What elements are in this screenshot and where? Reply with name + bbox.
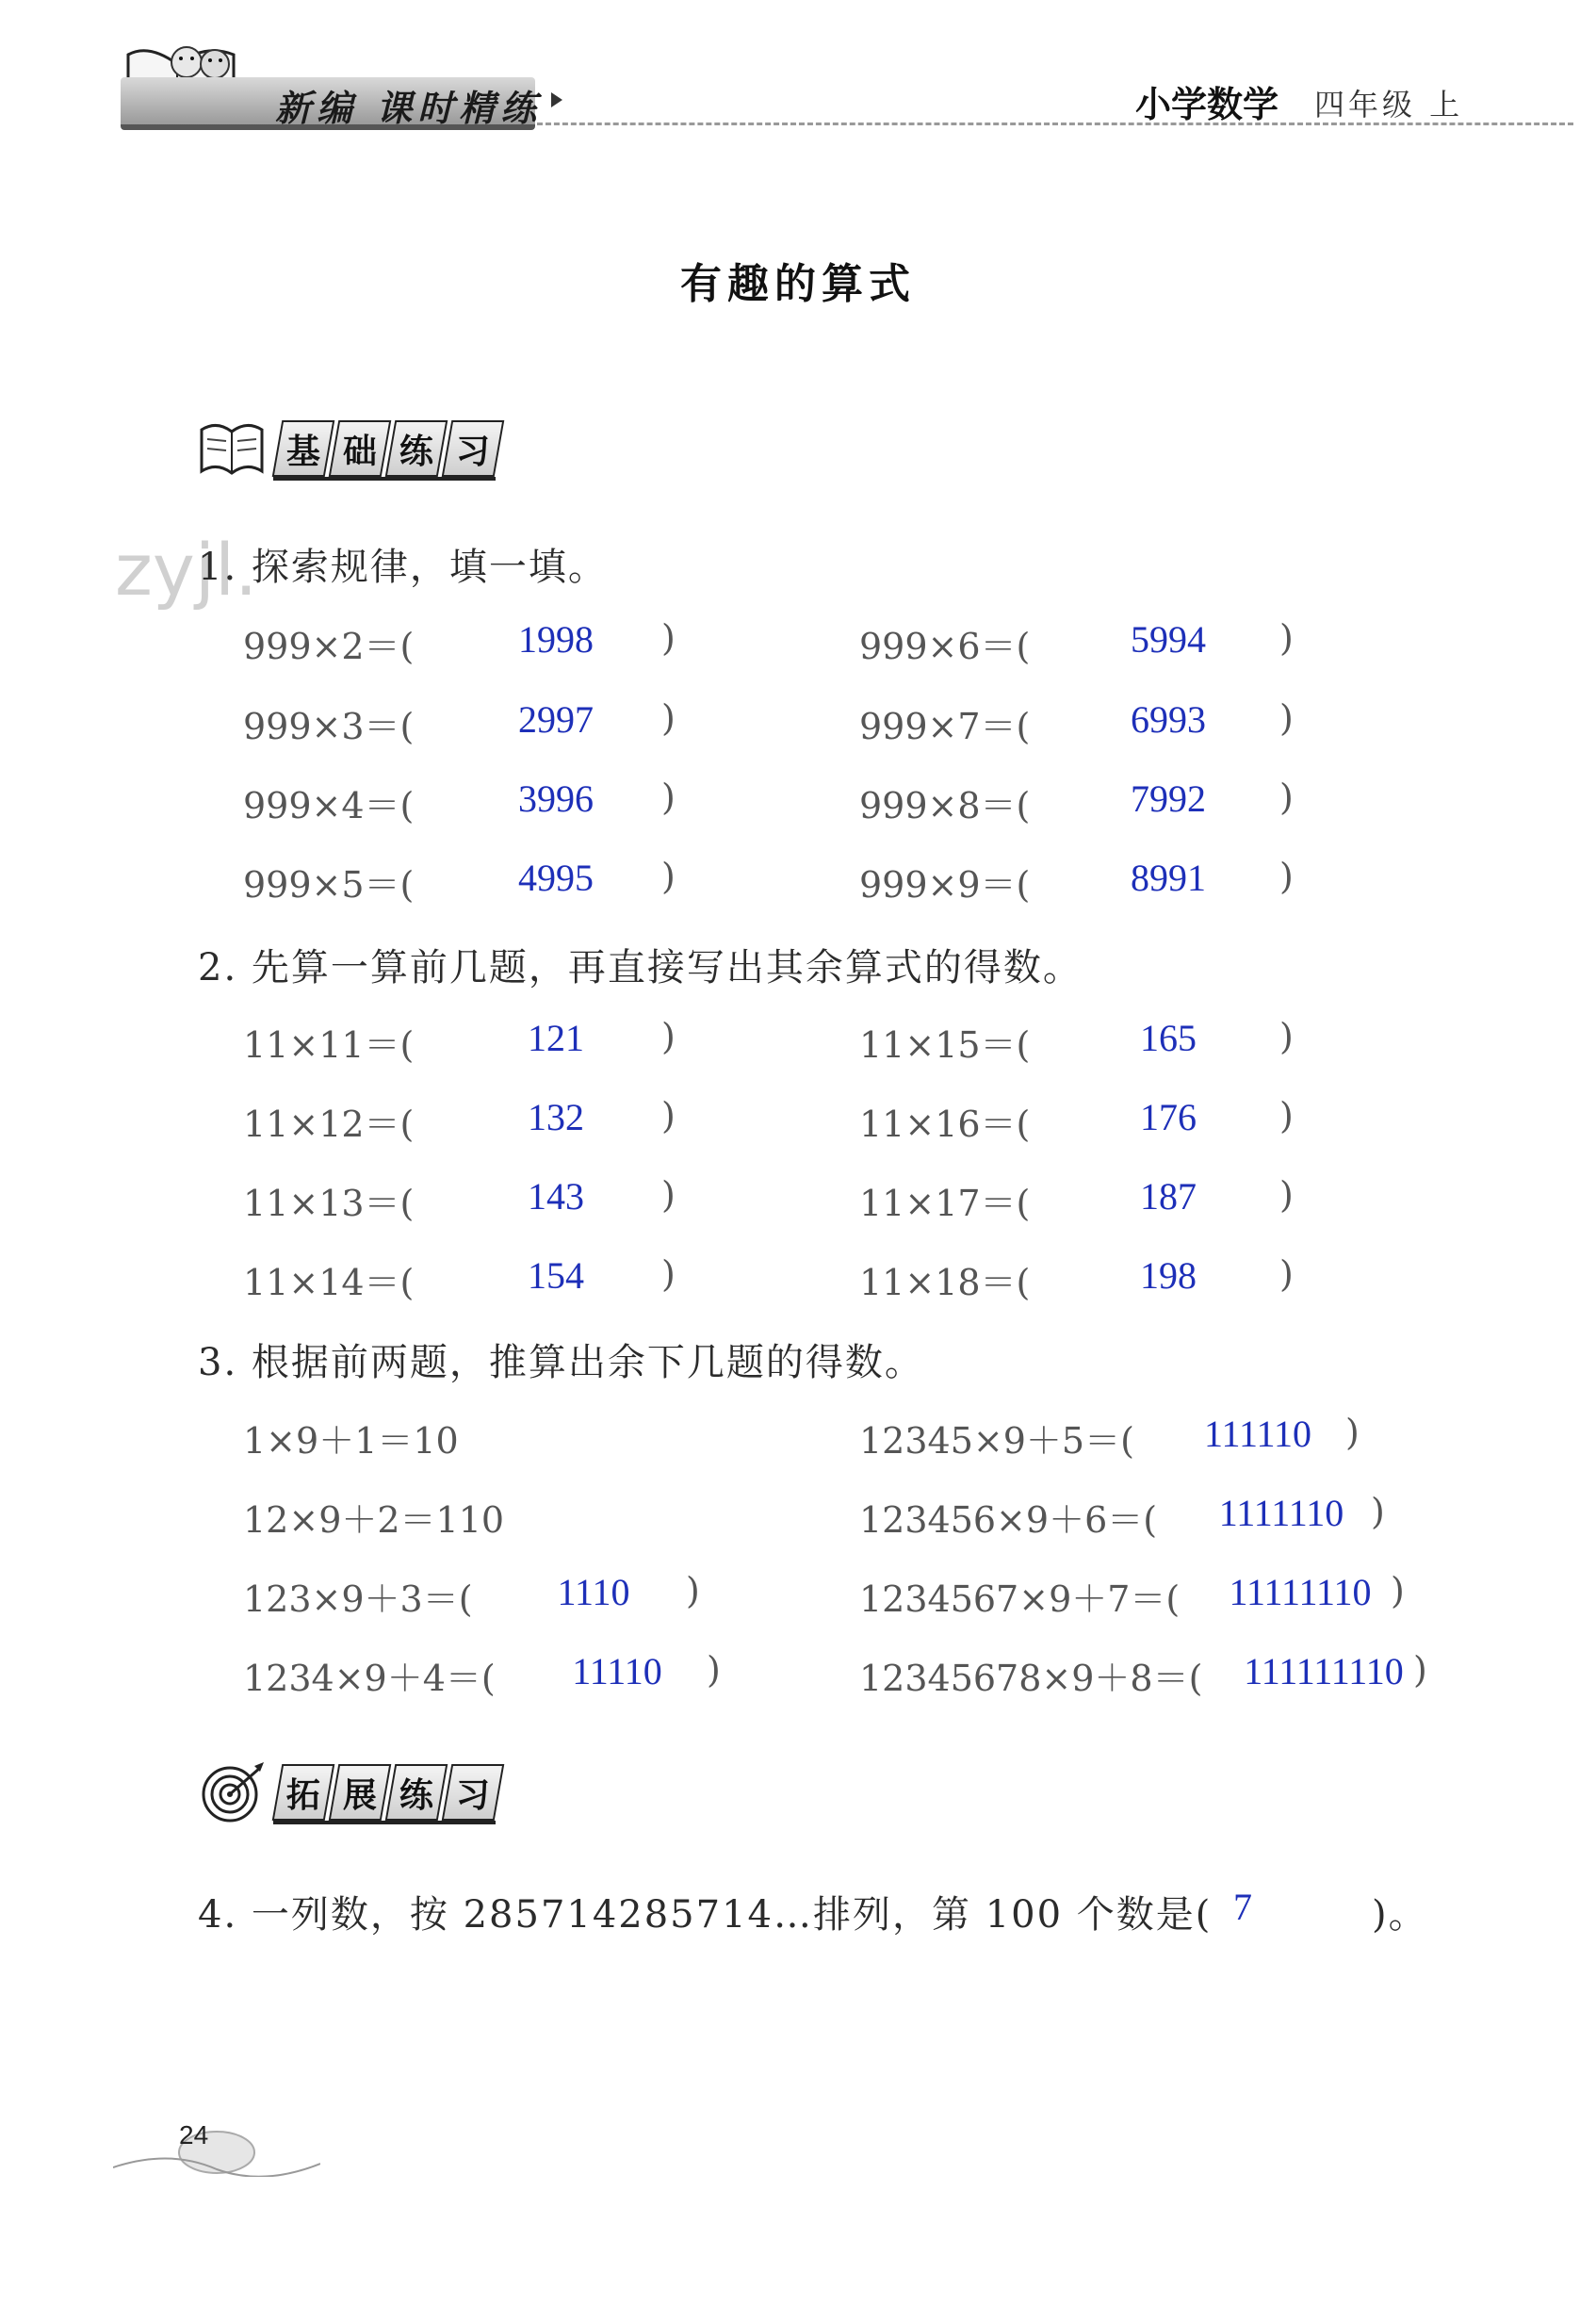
expression: 11×13＝(	[243, 1183, 415, 1224]
question-4-row	[198, 1885, 1517, 1941]
series-name: 新编 课时精练	[275, 87, 543, 129]
close-paren: )	[1371, 1491, 1385, 1532]
close-paren: )	[1279, 856, 1294, 897]
answer: 11111110	[1229, 1571, 1372, 1613]
close-paren: )	[707, 1649, 721, 1691]
q3-right-row	[0, 1570, 1596, 1620]
expression: 12345×9＋5＝(	[859, 1420, 1134, 1462]
q1-row	[0, 777, 1596, 824]
expression: 999×8＝(	[859, 785, 1031, 826]
answer: 11110	[572, 1650, 662, 1692]
expression: 11×14＝(	[243, 1262, 415, 1303]
answer: 176	[1140, 1096, 1197, 1138]
given-expression: 12×9＋2＝110	[243, 1499, 505, 1541]
expression: 999×6＝(	[859, 626, 1031, 667]
answer: 1110	[557, 1571, 630, 1613]
answer: 111110	[1203, 1413, 1312, 1455]
expression: 123456×9＋6＝(	[859, 1499, 1158, 1541]
close-paren: )	[661, 1174, 676, 1216]
answer: 4995	[518, 857, 594, 899]
answer: 143	[528, 1175, 584, 1218]
close-paren: )	[1279, 1016, 1294, 1057]
section-char: 础	[329, 420, 392, 477]
answer: 132	[528, 1096, 584, 1138]
subject-label: 小学数学	[1135, 84, 1279, 125]
section-label	[277, 420, 503, 477]
triangle-arrow-icon	[551, 92, 562, 107]
expression: 999×9＝(	[859, 864, 1031, 906]
expression: 11×15＝(	[859, 1024, 1031, 1066]
section-char: 展	[329, 1764, 392, 1821]
page-number: 24	[179, 2120, 209, 2150]
question-3-prompt: 3. 根据前两题，推算出余下几题的得数。	[198, 1341, 924, 1384]
answer: 154	[528, 1254, 584, 1297]
close-paren: )	[1279, 777, 1294, 818]
answer: 3996	[518, 777, 594, 820]
section-char: 基	[272, 420, 335, 477]
expression: 123×9＋3＝(	[243, 1578, 473, 1620]
q1-row	[0, 617, 1596, 667]
answer: 165	[1140, 1017, 1197, 1059]
given-expression: 1×9＋1＝10	[243, 1420, 459, 1462]
page-number-decoration	[113, 2111, 320, 2177]
answer: 6993	[1131, 698, 1206, 741]
target-dart-icon	[198, 1760, 266, 1823]
section-char: 练	[385, 420, 448, 477]
q1-row	[0, 856, 1596, 906]
section-char: 拓	[272, 1764, 335, 1821]
answer: 5994	[1131, 618, 1206, 661]
answer: 1111110	[1218, 1492, 1344, 1534]
answer: 7992	[1131, 777, 1206, 820]
answer: 187	[1140, 1175, 1197, 1218]
question-2-prompt: 2. 先算一算前几题，再直接写出其余算式的得数。	[198, 946, 1083, 989]
close-paren: )	[661, 1016, 676, 1057]
expression: 11×12＝(	[243, 1103, 415, 1145]
open-book-icon	[198, 417, 266, 479]
close-paren: )	[1279, 697, 1294, 739]
answer: 8991	[1131, 857, 1206, 899]
q3-right-row	[0, 1649, 1596, 1699]
close-paren: )	[1279, 617, 1294, 659]
answer: 7	[1233, 1886, 1254, 1928]
expression: 11×16＝(	[859, 1103, 1031, 1145]
close-paren: )	[1279, 1095, 1294, 1136]
question-4-end: )。	[1372, 1893, 1428, 1937]
expression: 12345678×9＋8＝(	[859, 1658, 1203, 1699]
answer: 2997	[518, 698, 594, 741]
section-char: 练	[385, 1764, 448, 1821]
question-1-prompt: 1. 探索规律，填一填。	[198, 546, 608, 589]
grade-label: 四年级 上	[1314, 87, 1464, 123]
section-char: 习	[442, 1764, 505, 1821]
expression: 11×18＝(	[859, 1262, 1031, 1303]
expression: 11×11＝(	[243, 1024, 415, 1066]
close-paren: )	[661, 856, 676, 897]
close-paren: )	[1279, 1174, 1294, 1216]
close-paren: )	[661, 1253, 676, 1295]
expression: 999×2＝(	[243, 626, 415, 667]
q2-row	[0, 1253, 1596, 1303]
section-underline	[273, 477, 496, 481]
section-char: 习	[442, 420, 505, 477]
q1-row	[0, 697, 1596, 747]
q3-right-row	[0, 1491, 1596, 1541]
section-underline	[273, 1821, 496, 1824]
expression: 999×7＝(	[859, 706, 1031, 747]
expression: 999×5＝(	[243, 864, 415, 906]
answer: 1998	[518, 618, 594, 661]
answer: 198	[1140, 1254, 1197, 1297]
expression: 999×4＝(	[243, 785, 415, 826]
page-title: 有趣的算式	[680, 260, 916, 308]
q2-row	[0, 1095, 1596, 1145]
close-paren: )	[661, 617, 676, 659]
expression: 11×17＝(	[859, 1183, 1031, 1224]
close-paren: )	[661, 777, 676, 818]
close-paren: )	[1345, 1412, 1360, 1453]
expression: 999×3＝(	[243, 706, 415, 747]
close-paren: )	[686, 1570, 700, 1611]
q2-row	[0, 1016, 1596, 1066]
q2-row	[0, 1174, 1596, 1224]
close-paren: )	[661, 1095, 676, 1136]
section-label	[277, 1764, 503, 1821]
close-paren: )	[661, 697, 676, 739]
expression: 1234×9＋4＝(	[243, 1658, 496, 1699]
expression: 1234567×9＋7＝(	[859, 1578, 1181, 1620]
close-paren: )	[1413, 1649, 1427, 1691]
watermark-text: zyjl.	[115, 528, 258, 612]
q3-right-row	[0, 1412, 1596, 1462]
close-paren: )	[1279, 1253, 1294, 1295]
answer: 121	[528, 1017, 584, 1059]
answer: 111111110	[1244, 1650, 1404, 1692]
question-4-prompt: 4. 一列数，按 285714285714…排列，第 100 个数是(	[198, 1893, 1213, 1937]
close-paren: )	[1391, 1570, 1405, 1611]
